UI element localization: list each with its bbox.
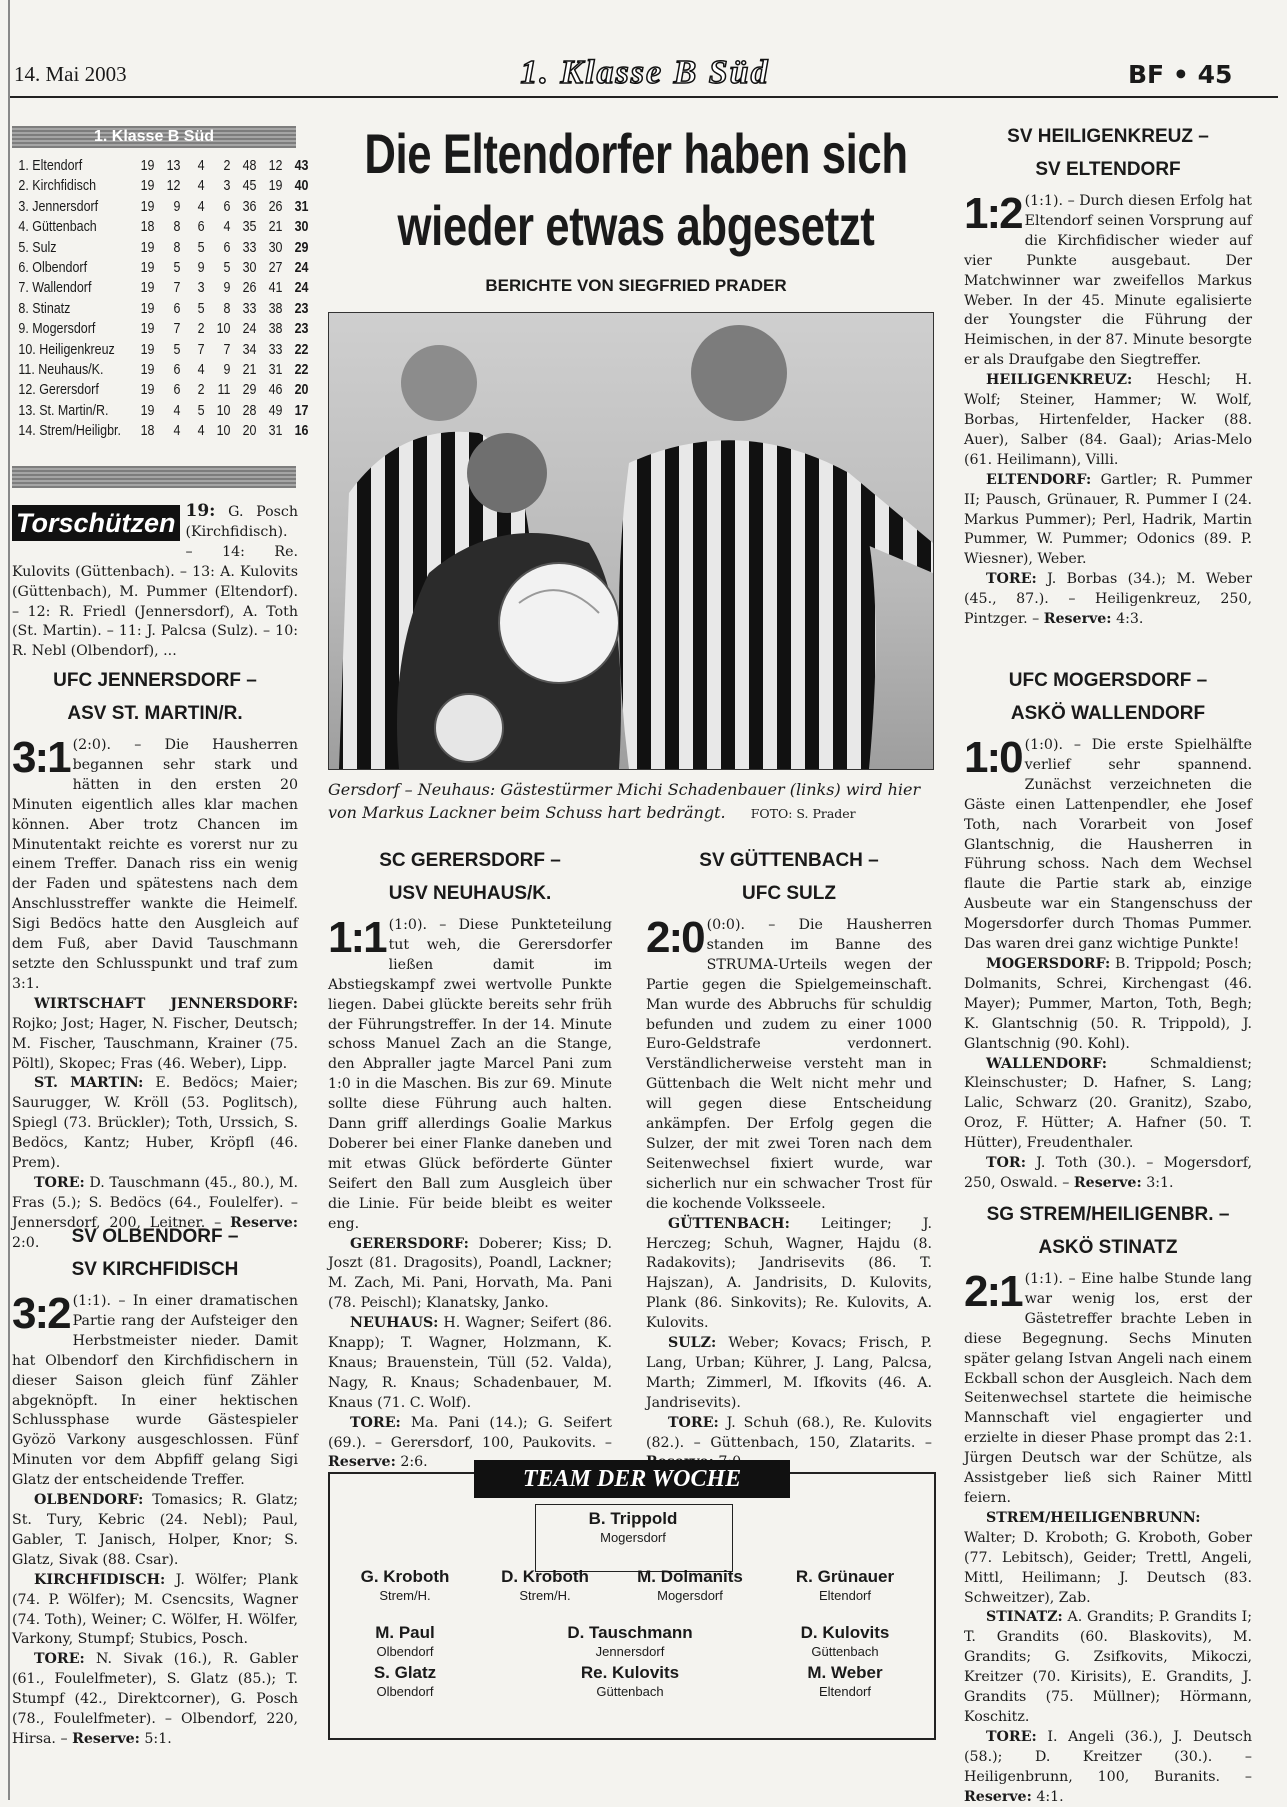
report-halftime: (0:0).	[706, 917, 746, 933]
goals-label: TORE:	[986, 1728, 1037, 1745]
standings-row	[8, 217, 312, 237]
reserve-label: Reserve:	[964, 1788, 1032, 1805]
standings-goals-for: 36	[242, 198, 257, 215]
standings-goals-against: 31	[268, 362, 283, 379]
reserve-score: 4:3.	[1116, 611, 1144, 628]
reserve-label: Reserve:	[72, 1730, 140, 1747]
standings-games: 19	[140, 280, 155, 297]
standings-title: 1. Klasse B Süd	[93, 128, 215, 145]
standings-wins: 5	[173, 341, 181, 358]
report-heading-2: SV ELTENDORF	[1035, 159, 1181, 180]
issue-date: 14. Mai 2003	[14, 62, 127, 86]
standings-bottom-bar	[12, 466, 296, 488]
standings-team: 8. Stinatz	[18, 300, 71, 317]
standings-goals-against: 33	[268, 341, 283, 358]
standings-goals-for: 21	[242, 362, 257, 379]
team-of-week-player	[340, 1566, 470, 1604]
standings-points: 22	[294, 341, 309, 358]
standings-row	[8, 401, 312, 421]
standings-team: 6. Olbendorf	[18, 260, 88, 277]
player-name: D. Tauschmann	[567, 1623, 693, 1642]
standings-games: 18	[140, 219, 155, 236]
goals-text: Ma. Pani (14.); G. Seifert (69.). – Gerersdorf, 100, Paukovits. –	[328, 1414, 613, 1451]
player-club: Eltendorf	[818, 1684, 872, 1699]
standings-row	[8, 360, 312, 380]
standings-wins: 13	[166, 158, 181, 174]
standings-team: 4. Güttenbach	[18, 219, 97, 236]
standings-goals-for: 30	[242, 260, 257, 277]
player-name: S. Glatz	[373, 1663, 437, 1682]
standings-goals-for: 33	[242, 239, 257, 256]
standings-games: 19	[140, 382, 155, 399]
standings-row	[8, 340, 312, 360]
standings-goals-against: 31	[268, 423, 283, 440]
standings-title-bar	[12, 126, 296, 148]
standings-losses: 10	[216, 423, 231, 440]
standings-team: 12. Gerersdorf	[18, 382, 99, 399]
scorers-label: Torschützen	[12, 505, 180, 541]
standings-goals-against: 38	[268, 300, 283, 317]
standings-draws: 4	[197, 362, 205, 379]
report-score: 1:0	[964, 733, 1022, 782]
team-of-week-player	[770, 1566, 920, 1604]
lineup-away: A. Grandits; P. Grandits I; T. Grandits (60. Blaskovits), M. Grandits; G. Zsifkovits, Mikoczi, Kreitzer (70. Kirisits), E. Grandits, J. Grandits (75. Müllner); Hörmann, Koschitz.	[964, 1609, 1253, 1725]
standings-losses: 6	[223, 198, 231, 215]
reserve-score: 3:1.	[1146, 1174, 1174, 1191]
lineup-label-away: SULZ:	[668, 1335, 717, 1352]
standings-wins: 8	[173, 219, 181, 236]
report-heading-2: SV KIRCHFIDISCH	[71, 1259, 239, 1280]
standings-goals-for: 35	[242, 219, 257, 236]
standings-wins: 6	[173, 300, 181, 317]
player-club: Jennersdorf	[595, 1644, 665, 1659]
photo-credit: FOTO: S. Prader	[750, 806, 856, 821]
report-score: 2:0	[646, 913, 704, 962]
report-heading-1: SV GÜTTENBACH –	[699, 850, 879, 871]
standings-draws: 4	[197, 178, 205, 195]
standings-row	[8, 380, 312, 400]
team-of-week-player	[610, 1566, 770, 1604]
standings-goals-against: 30	[268, 239, 283, 256]
standings-losses: 8	[223, 300, 231, 317]
standings-row	[8, 156, 312, 176]
standings-points: 23	[294, 300, 309, 317]
headline-line-1: Die Eltendorfer haben sich	[364, 122, 908, 185]
lineup-label-away: KIRCHFIDISCH:	[34, 1571, 166, 1588]
report-body: – Die Hausherren standen im Banne des STRUMA-Urteils wegen der Partie gegen die Spielgemeinschaft. Man wurde des Abbruchs für schuldig befunden und zudem zu einer 1000 Euro-Geldstrafe verdonnert. Verständlicherweise versteht man in Güttenbach die Welt nicht mehr und will gegen diese Entscheidung ankämpfen. Der Erfolg gegen die Sulzer, der mit zwei Toren nach dem Seitenwechsel fixiert wurde, war sicherlich nur ein schwacher Trost für die kochende Volksseele.	[646, 917, 932, 1212]
goals-text: N. Sivak (16.), R. Gabler (61., Foulelfmeter), S. Glatz (85.); T. Stumpf (42., Direktcorner), G. Posch (78., Foulelfmeter). – Olbendorf, 220, Hirsa. –	[12, 1651, 299, 1747]
standings-draws: 5	[197, 402, 205, 419]
lineup-away: Weber; Kovacs; Frisch, P. Lang, Urban; Kührer, J. Lang, Palcsa, Marth; Zimmerl, M. Ifkovits (46. A. Jandrisevits).	[646, 1335, 932, 1411]
goals-label: TORE:	[350, 1414, 401, 1431]
standings-goals-for: 45	[242, 178, 257, 195]
lineup-home: Walter; D. Kroboth; G. Kroboth, Gober (77. Lebitsch), Geider; Trettl, Angeli, Mittl, Heilimann; J. Deutsch (83. Schweitzer), Zab.	[964, 1529, 1252, 1606]
standings-goals-for: 20	[242, 423, 257, 440]
standings-losses: 11	[217, 382, 231, 399]
lineup-home: Leitinger; J. Herczeg; Schuh, Wagner, Hajdu (8. Radakovits); Jandrisevits (86. T. Hajszan), A. Jandrisits, D. Kulovits, Plank (86. Sinkovits); Re. Kulovits, A. Kulovits.	[646, 1215, 932, 1332]
report-halftime: (1:0).	[1024, 737, 1064, 753]
report-body: – Eine halbe Stunde lang war wenig los, erst der Gästetreffer brachte Leben in diese Begegnung. Sechs Minuten später gelang Istvan Angeli nach einem Eckball schon der Ausgleich. Nach dem Seitenwechsel startete die heimische Mannschaft viel engagierter und erzielte in dieser Phase prompt das 2:1. Jürgen Deutsch war der Schütze, als Assistgeber ließ sich Rainer Mittl feiern.	[964, 1271, 1253, 1506]
standings-team: 13. St. Martin/R.	[18, 402, 109, 419]
goals-text: J. Schuh (68.), Re. Kulovits (82.). – Güttenbach, 150, Zlatarits. –	[646, 1414, 932, 1451]
player-club: Eltendorf	[818, 1588, 872, 1603]
player-club: Mogersdorf	[600, 1530, 666, 1545]
headline-line-2: wieder etwas abgesetzt	[397, 194, 875, 257]
team-of-week-player	[770, 1622, 920, 1660]
standings-wins: 6	[173, 382, 181, 399]
scorers-lead: G. Posch (Kirchfidisch).	[185, 504, 298, 540]
lineup-label-away: ST. MARTIN:	[34, 1075, 144, 1092]
standings-losses: 9	[223, 362, 231, 379]
goals-label: TOR:	[986, 1155, 1026, 1172]
standings-goals-for: 26	[242, 280, 257, 297]
scorers-lead-num: 19:	[185, 501, 216, 521]
team-of-week-title: TEAM DER WOCHE	[474, 1460, 790, 1498]
report-body: – Die Hausherren begannen sehr stark und hätten in den ersten 20 Minuten eigentlich alles klar machen können. Aber trotz Chancen im Minutentakt reichte es vorerst nur zu einem Treffer. Danach riss ein wenig der Faden und spätestens nach dem Anschlusstreffer wankte die Heimelf. Sigi Bedöcs hatte den Ausgleich auf dem Fuß, aber David Tauschmann setzte den Schlusspunkt und traf zum 3:1.	[12, 737, 298, 992]
lineup-label-away: ELTENDORF:	[986, 471, 1092, 488]
lineup-home: Heschl; H. Wolf; Steiner, Hammer; W. Wolf, Borbas, Hirtenfelder, Hacker (88. Auer), Salber (84. Gaal); Arias-Melo (61. Heilimann), Villi.	[964, 372, 1253, 468]
standings-draws: 7	[197, 341, 205, 358]
standings-wins: 7	[173, 321, 181, 338]
standings-points: 24	[294, 260, 309, 277]
standings-goals-against: 38	[268, 321, 283, 338]
team-of-week-player	[340, 1662, 470, 1700]
dot-separator: •	[1172, 60, 1189, 89]
goals-label: TORE:	[668, 1414, 719, 1431]
standings-wins: 8	[173, 239, 181, 256]
lineup-label-home: GÜTTENBACH:	[668, 1215, 790, 1232]
reserve-score: 5:1.	[144, 1730, 172, 1747]
standings-row	[8, 319, 312, 339]
standings-goals-against: 46	[268, 382, 283, 399]
report-heading-2: ASV ST. MARTIN/R.	[67, 703, 243, 724]
standings-wins: 7	[173, 280, 181, 297]
lineup-label-home: STREM/HEILIGENBRUNN:	[986, 1509, 1201, 1526]
standings-losses: 10	[216, 321, 231, 338]
scorers-box	[12, 502, 298, 662]
report-score: 1:1	[328, 913, 386, 962]
lineup-home: Tomasics; R. Glatz; St. Tury, Kebric (24. Nebl); Paul, Gabler, T. Janisch, Holper, Knor; S. Glatz, Sivak (88. Csar).	[12, 1492, 299, 1568]
standings-points: 23	[294, 321, 309, 338]
standings-games: 19	[140, 362, 155, 379]
lineup-home: Doberer; Kiss; D. Joszt (81. Dragosits), Poandl, Lackner; M. Zach, Mi. Pani, Horvath, Ma. Pani (78. Peischl); Klanatsky, Janko.	[328, 1235, 613, 1312]
lineup-away: Schmaldienst; Kleinschuster; D. Hafner, S. Lang; Lalic, Schwarz (20. Granitz), Szabo, Oroz, F. Hütter; A. Hafner (50. T. Hütter), Freudenthaler.	[964, 1055, 1252, 1152]
photo-caption	[328, 778, 934, 825]
report-heading-2: ASKÖ WALLENDORF	[1010, 703, 1206, 724]
lineup-label-away: NEUHAUS:	[350, 1315, 439, 1332]
goals-text: I. Angeli (36.), J. Deutsch (58.); D. Kreitzer (30.). – Heiligenbrunn, 100, Buranits. –	[964, 1728, 1252, 1785]
lineup-home: B. Trippold; Posch; Dolmanits, Schrei, Kirchengast (46. Mayer); Pummer, Marton, Toth, Begh; K. Glantschnig (50. R. Trippold), J. Glantschnig (90. Kohl).	[964, 955, 1253, 1052]
match-photo	[328, 312, 934, 770]
standings-row	[8, 421, 312, 441]
standings-wins: 12	[166, 178, 181, 195]
standings-draws: 9	[197, 260, 205, 277]
standings-games: 19	[140, 300, 155, 317]
standings-points: 30	[294, 219, 309, 236]
report-score: 3:2	[12, 1289, 70, 1338]
standings-draws: 4	[197, 198, 205, 215]
lineup-away: J. Wölfer; Plank (74. P. Wölfer); M. Csencsits, Wagner (74. Toth), Weiner; C. Wölfer, H. Wölfer, Varkony, Stumpf; Stubics, Posch.	[12, 1571, 298, 1648]
standings-losses: 2	[223, 158, 231, 174]
standings-team: 11. Neuhaus/K.	[18, 362, 104, 379]
reserve-score: 4:1.	[1036, 1788, 1064, 1805]
report-halftime: (1:0).	[388, 917, 428, 933]
report-halftime: (1:1).	[1024, 1271, 1064, 1287]
player-name: M. Paul	[375, 1623, 435, 1642]
lineup-label-home: OLBENDORF:	[34, 1492, 144, 1509]
reserve-score: 2:0.	[12, 1234, 40, 1251]
report-score: 3:1	[12, 733, 70, 782]
standings-draws: 6	[197, 219, 205, 236]
standings-losses: 9	[223, 280, 231, 297]
report-heiligenkreuz	[964, 120, 1252, 630]
goals-label: TORE:	[986, 571, 1037, 588]
page-num: 45	[1197, 60, 1233, 89]
player-club: Olbendorf	[376, 1684, 434, 1699]
reserve-label: Reserve:	[328, 1454, 396, 1471]
standings-games: 19	[140, 198, 155, 215]
standings-games: 19	[140, 341, 155, 358]
report-body: – Die erste Spielhälfte verlief sehr spannend. Zunächst verzeichneten die Gäste einen Lattenpendler, ehe Josef Toth, nach Vorarbeit von Josef Glantschnig, die Hausherren in Führung schoss. Nach dem Wechsel flaute die Partie stark ab, einzige Ausbeute war ein Stangenschuss der Mogersdorfer durch Thomas Pummer. Das waren drei ganz wichtige Punkte!	[964, 737, 1253, 953]
standings-points: 31	[294, 198, 309, 215]
player-club: Olbendorf	[376, 1644, 434, 1659]
standings-games: 19	[140, 239, 155, 256]
report-strem	[964, 1198, 1252, 1807]
standings-draws: 4	[197, 158, 205, 174]
report-heading-1: SG STREM/HEILIGENBR. –	[986, 1204, 1230, 1225]
standings-points: 29	[294, 239, 309, 256]
standings-goals-for: 48	[242, 158, 257, 174]
standings-games: 19	[140, 260, 155, 277]
report-body: – In einer dramatischen Partie rang der Aufsteiger den Herbstmeister nieder. Damit hat Olbendorf den Kirchfidischern in dieser Saison gleich fünf Zähler abgeknöpft. In einer hektischen Schlussphase wurde Gästespieler Gyözö Varkony ausgeschlossen. Fünf Minuten vor dem Abpfiff gelang Sigi Glatz der entscheidende Treffer.	[12, 1293, 299, 1489]
standings-games: 19	[140, 402, 155, 419]
lineup-label-home: MOGERSDORF:	[986, 955, 1111, 972]
player-name: M. Weber	[807, 1663, 883, 1682]
header-rule	[10, 96, 1278, 98]
standings-team: 2. Kirchfidisch	[18, 178, 97, 195]
standings-team: 5. Sulz	[18, 239, 57, 256]
standings-draws: 5	[197, 239, 205, 256]
standings-draws: 2	[197, 321, 205, 338]
report-heading-1: SV OLBENDORF –	[71, 1226, 239, 1247]
standings-draws: 4	[197, 423, 205, 440]
reserve-label: Reserve:	[1073, 1174, 1142, 1191]
standings-wins: 5	[173, 260, 181, 277]
page-number	[1128, 60, 1232, 89]
lineup-label-home: WIRTSCHAFT JENNERSDORF:	[34, 995, 298, 1012]
standings-losses: 7	[223, 341, 231, 358]
standings-points: 24	[294, 280, 309, 297]
reserve-label: Reserve:	[230, 1214, 298, 1231]
report-heading-1: UFC MOGERSDORF –	[1008, 670, 1208, 691]
reserve-score: 2:6.	[400, 1454, 428, 1471]
standings-points: 43	[294, 158, 309, 174]
standings-row	[8, 197, 312, 217]
standings-wins: 6	[173, 362, 181, 379]
player-name: G. Kroboth	[360, 1567, 450, 1586]
player-name: R. Grünauer	[795, 1567, 895, 1586]
player-name: D. Kroboth	[501, 1567, 589, 1586]
report-halftime: (1:1).	[1024, 193, 1064, 209]
scorers-list: – 14: Re. Kulovits (Güttenbach). – 13: A. Kulovits (Güttenbach), M. Pummer (Eltendorf). – 12: R. Friedl (Jennersdorf), A. Toth (St. Martin). – 11: J. Palcsa (Sulz). – 10: R. Nebl (Olbendorf), ...	[12, 543, 298, 660]
standings-losses: 3	[223, 178, 231, 195]
standings-games: 19	[140, 158, 155, 174]
lineup-label-away: WALLENDORF:	[986, 1055, 1108, 1072]
standings-draws: 5	[197, 300, 205, 317]
standings-games: 18	[140, 423, 155, 440]
lineup-home: Rojko; Jost; Hager, N. Fischer, Deutsch; M. Fischer, Tauschmann, Krainer (75. Pöltl), Skopec; Fras (46. Weber), Lipp.	[12, 1015, 298, 1072]
report-heading-2: ASKÖ STINATZ	[1038, 1237, 1178, 1258]
section-title: 1. Klasse B Süd	[520, 54, 770, 91]
standings-team: 14. Strem/Heiligbr.	[18, 423, 121, 440]
player-name: M. Dolmanits	[637, 1567, 743, 1586]
standings-draws: 3	[197, 280, 205, 297]
standings-goals-against: 21	[268, 219, 283, 236]
player-name: D. Kulovits	[800, 1623, 890, 1642]
standings-goals-against: 26	[268, 198, 283, 215]
player-club: Strem/H.	[379, 1588, 431, 1603]
report-heading-2: USV NEUHAUS/K.	[388, 883, 552, 904]
standings-losses: 10	[216, 402, 231, 419]
standings-games: 19	[140, 178, 155, 195]
standings-row	[8, 258, 312, 278]
standings-goals-against: 49	[268, 402, 283, 419]
goals-text: D. Tauschmann (45., 80.), M. Fras (5.); S. Bedöcs (64., Foulelfer). – Jennersdorf, 200, Leitner. –	[12, 1174, 298, 1231]
report-gerersdorf	[328, 844, 612, 1473]
report-heading-1: UFC JENNERSDORF –	[53, 670, 257, 691]
standings-row	[8, 299, 312, 319]
report-body: – Diese Punkteteilung tut weh, die Gerersdorfer ließen damit im Abstiegskampf zwei wertvolle Punkte liegen. Dabei glückte bereits sehr früh der Führungstreffer. In der 14. Minute schoss Manuel Zach an die Stange, den Abpraller jagte Marcel Pani zum 1:0 in die Maschen. Bis zur 69. Minute sollte diese Führung auch halten. Dann griff allerdings Goalie Markus Doberer bei einer Flanke daneben und mit etwas Glück beförderte Günter Seifert den Ball zum Ausgleich über die Linie. Für beide bleibt es weiter eng.	[328, 917, 612, 1232]
paper-name: BF	[1128, 60, 1165, 89]
standings-team: 3. Jennersdorf	[18, 198, 99, 215]
goals-text: J. Borbas (34.); M. Weber (45., 87.). – Heiligenkreuz, 250, Pintzger. –	[964, 571, 1252, 628]
lineup-away: H. Wagner; Seifert (86. Knapp); T. Wagner, Holzmann, K. Knaus; Brauenstein, Tüll (52. Valda), Nagy, R. Knaus; Schadenbauer, M. Knaus (71. C. Wolf).	[328, 1315, 612, 1411]
reserve-label: Reserve:	[1043, 611, 1112, 628]
team-of-week-player	[475, 1566, 615, 1604]
report-score: 2:1	[964, 1267, 1022, 1316]
standings-goals-for: 34	[242, 341, 257, 358]
goals-text: J. Toth (30.). – Mogersdorf, 250, Oswald. –	[964, 1155, 1252, 1191]
goals-label: TORE:	[34, 1651, 85, 1668]
standings-goals-against: 19	[268, 178, 283, 195]
report-olbendorf	[12, 1220, 298, 1750]
player-club: Güttenbach	[596, 1684, 664, 1699]
standings-draws: 2	[197, 382, 205, 399]
report-heading-1: SC GERERSDORF –	[379, 850, 561, 871]
report-halftime: (1:1).	[72, 1293, 112, 1309]
lineup-label-home: HEILIGENKREUZ:	[986, 372, 1133, 389]
standings-goals-against: 41	[268, 280, 283, 297]
standings-wins: 4	[173, 402, 181, 419]
team-of-week-player	[340, 1622, 470, 1660]
standings-wins: 4	[173, 423, 181, 440]
standings-points: 20	[294, 382, 309, 399]
standings-row	[8, 238, 312, 258]
standings-points: 16	[294, 423, 309, 440]
lineup-away: Gartler; R. Pummer II; Pausch, Grünauer, R. Pummer I (24. Markus Pummer); Perl, Hadrik, Martin Pummer, W. Pummer; Odonics (89. P. Wiesner), Weber.	[964, 471, 1252, 568]
team-of-week-player	[500, 1662, 760, 1700]
standings-goals-for: 33	[242, 300, 257, 317]
standings-team: 7. Wallendorf	[18, 280, 92, 297]
byline: BERICHTE VON SIEGFRIED PRADER	[485, 276, 787, 295]
standings-losses: 5	[223, 260, 231, 277]
player-club: Strem/H.	[519, 1588, 571, 1603]
lineup-label-away: STINATZ:	[986, 1609, 1063, 1626]
standings-team: 9. Mogersdorf	[18, 321, 96, 338]
standings-goals-against: 12	[268, 158, 283, 174]
team-of-week-player	[770, 1662, 920, 1700]
lineup-away: E. Bedöcs; Maier; Saurugger, W. Kröll (53. Poglitsch), Spiegl (73. Brückler); Toth, Urssich, S. Bedöcs, Kantz; Huber, Kröpfl (46. Prem).	[12, 1075, 299, 1172]
caption-text: Gersdorf – Neuhaus: Gästestürmer Michi Schadenbauer (links) wird hier von Markus Lackner beim Schuss hart bedrängt.	[328, 780, 921, 822]
standings-row	[8, 176, 312, 196]
standings-wins: 9	[173, 198, 181, 215]
photo-illustration	[329, 313, 933, 769]
report-jennersdorf	[12, 664, 298, 1254]
player-name: Re. Kulovits	[580, 1663, 680, 1682]
standings-goals-for: 29	[242, 382, 257, 399]
team-of-week-player	[535, 1508, 731, 1546]
report-guettenbach	[646, 844, 932, 1473]
report-body: – Durch diesen Erfolg hat Eltendorf seinen Vorsprung auf die Kirchfidischer wieder auf vier Punkte ausgebaut. Der Matchwinner war zweifellos Markus Weber. In der 45. Minute egalisierte der Youngster die Führung der Heimischen, in der 87. Minute besorgte er als Draufgabe den Siegtreffer.	[964, 193, 1252, 369]
team-of-week-box	[328, 1466, 936, 1740]
standings-team: 1. Eltendorf	[18, 158, 83, 174]
main-headline	[364, 118, 908, 262]
standings-goals-against: 27	[268, 260, 283, 277]
standings-points: 17	[294, 402, 309, 419]
standings-losses: 4	[223, 219, 231, 236]
player-club: Güttenbach	[811, 1644, 879, 1659]
standings-table	[8, 156, 312, 442]
standings-points: 40	[294, 178, 309, 195]
standings-losses: 6	[223, 239, 231, 256]
player-club: Mogersdorf	[657, 1588, 723, 1603]
report-score: 1:2	[964, 189, 1022, 238]
report-heading-2: UFC SULZ	[742, 883, 836, 904]
standings-row	[8, 278, 312, 298]
standings-points: 22	[294, 362, 309, 379]
report-heading-1: SV HEILIGENKREUZ –	[1007, 126, 1209, 147]
report-mogersdorf	[964, 664, 1252, 1194]
report-halftime: (2:0).	[72, 737, 112, 753]
player-name: B. Trippold	[588, 1509, 678, 1528]
standings-goals-for: 24	[242, 321, 257, 338]
lineup-label-home: GERERSDORF:	[350, 1235, 469, 1252]
team-of-week-player	[500, 1622, 760, 1660]
standings-goals-for: 28	[242, 402, 257, 419]
standings-games: 19	[140, 321, 155, 338]
standings-team: 10. Heiligenkreuz	[18, 341, 115, 358]
goals-label: TORE:	[34, 1174, 85, 1191]
